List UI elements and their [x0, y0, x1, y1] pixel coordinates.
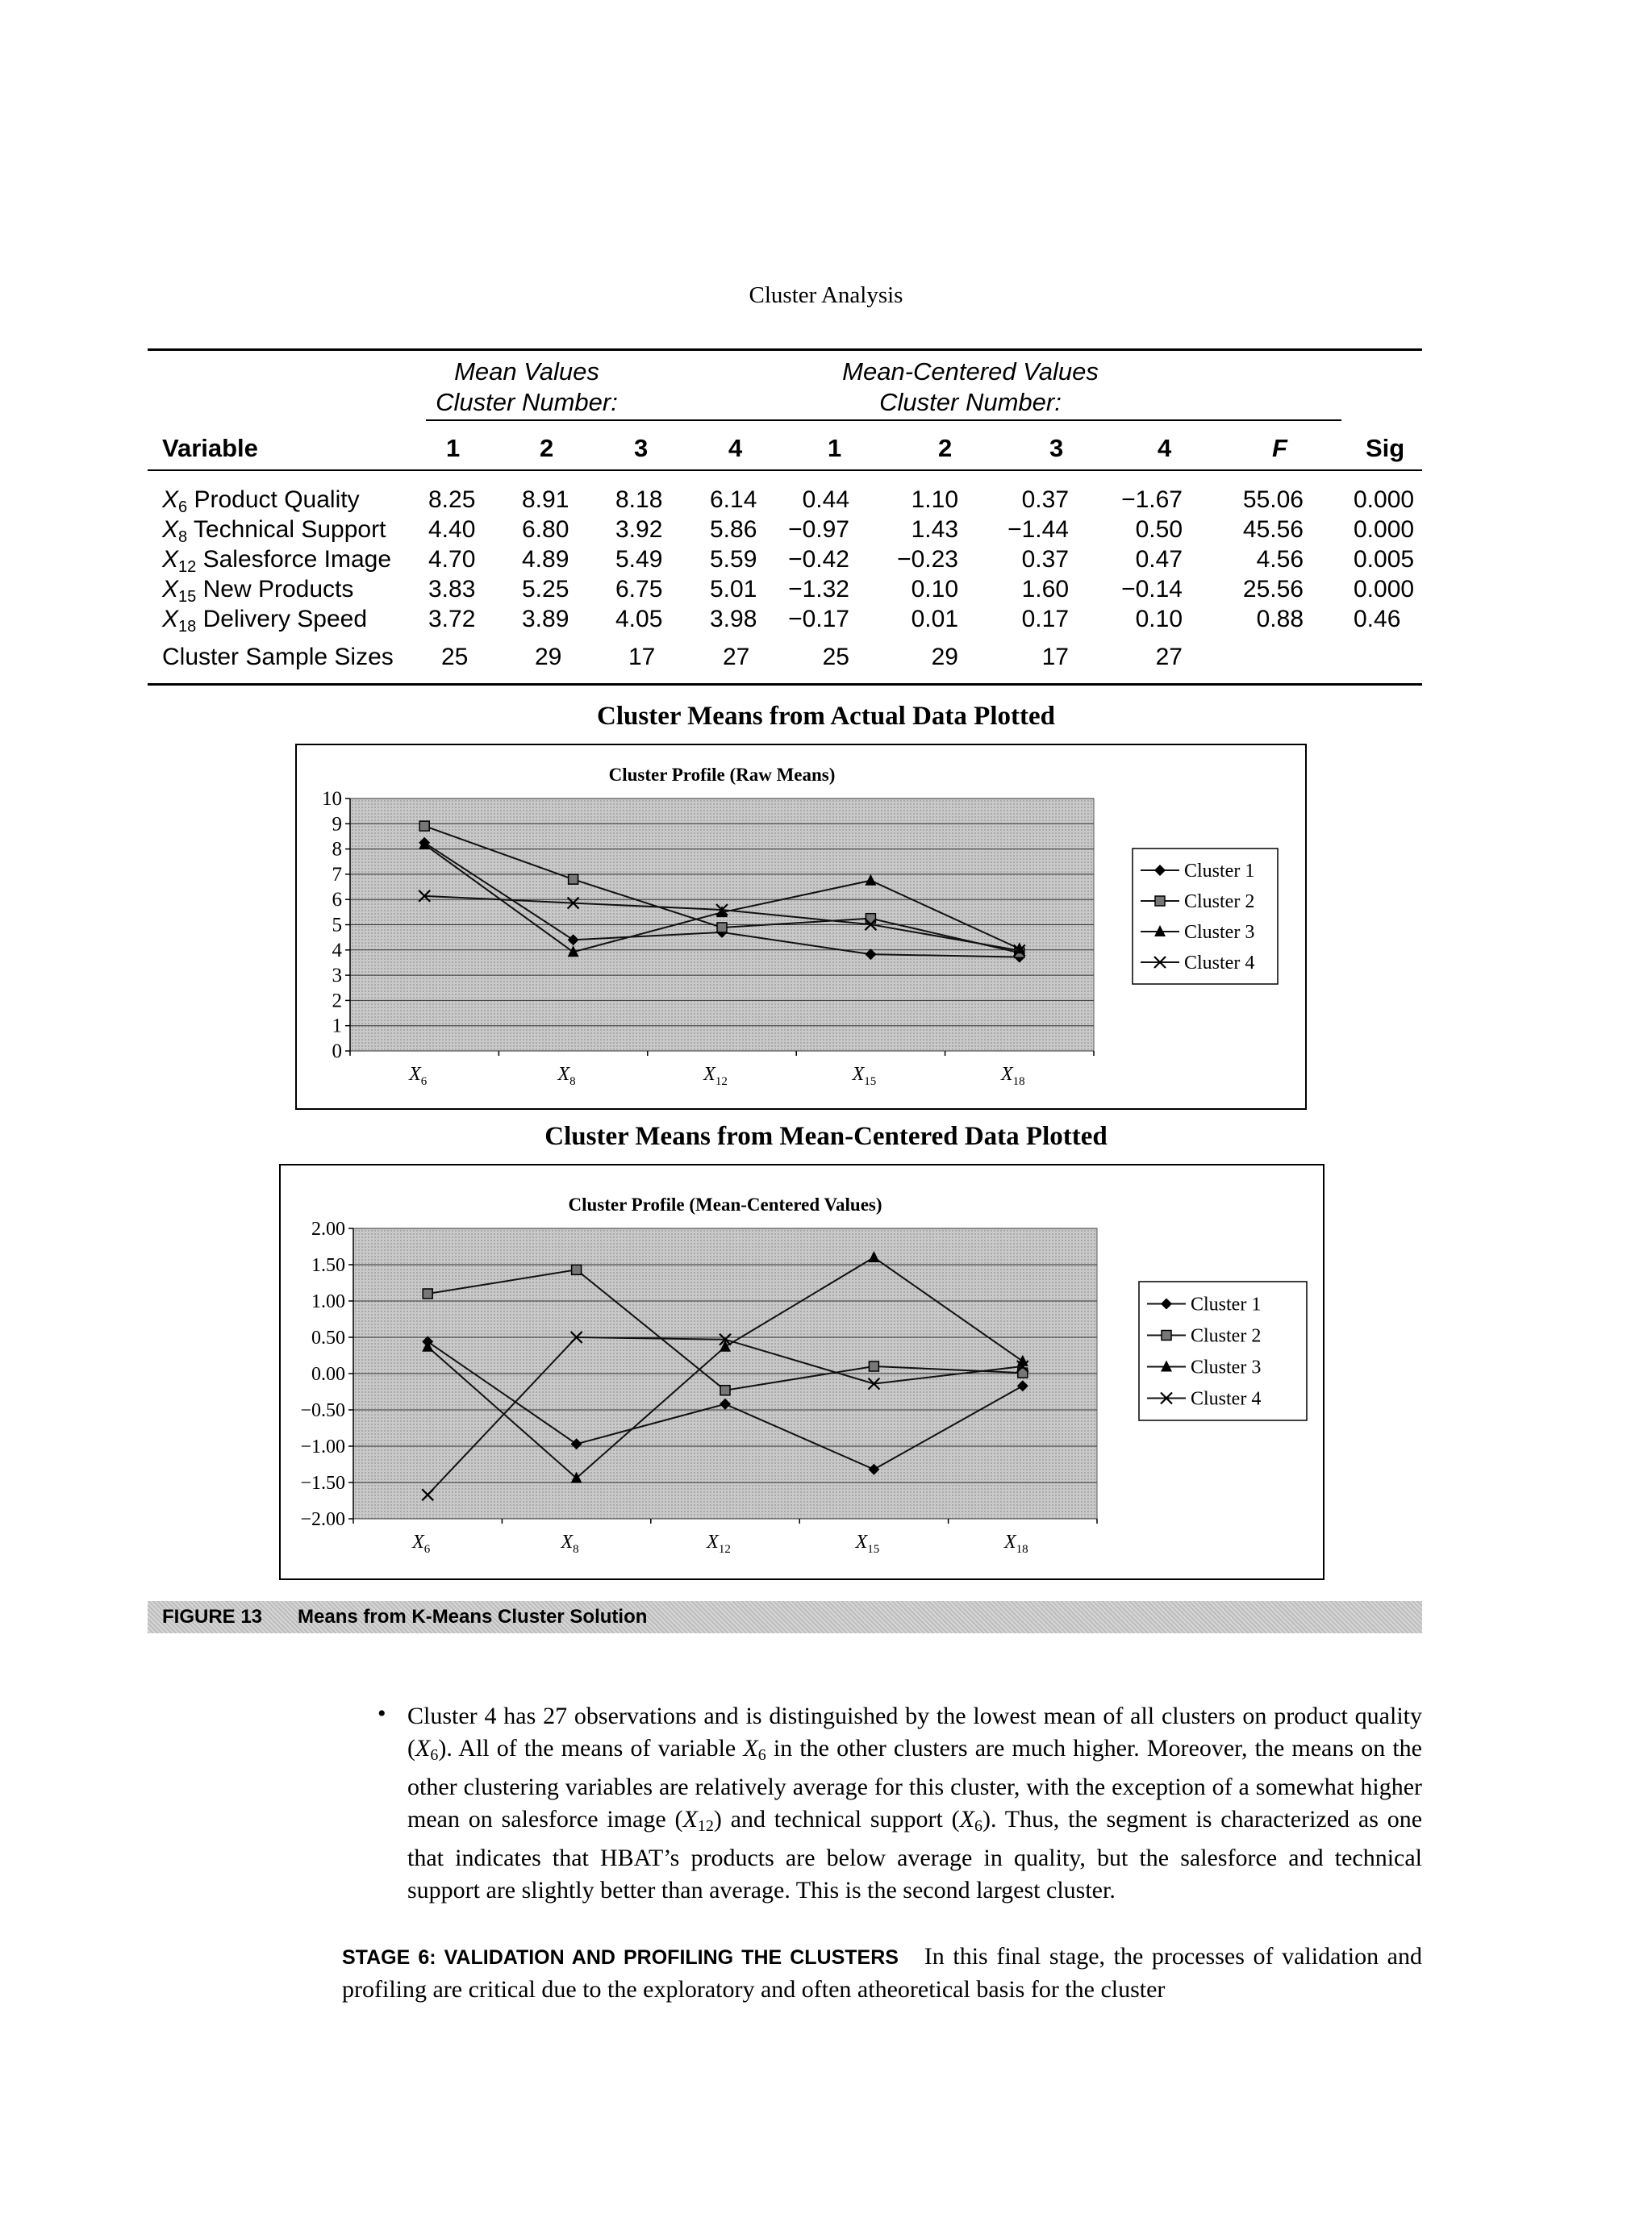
centered-value-cell: 0.01 [911, 606, 958, 632]
y-tick-label: 9 [332, 813, 342, 836]
header-rule [148, 469, 1422, 471]
y-tick-label: 10 [322, 788, 342, 810]
f-value-cell: 25.56 [1242, 576, 1304, 603]
mean-value-cell: 5.49 [615, 546, 663, 573]
chart2-heading: Cluster Means from Mean-Centered Data Plotted [544, 1122, 1108, 1151]
sample-size-cell: 17 [1041, 644, 1069, 670]
centered-value-cell: −1.32 [788, 576, 849, 603]
centered-value-cell: 1.60 [1021, 576, 1069, 603]
x-tick-label: $X_8$ [557, 1064, 576, 1088]
mean-value-cell: 6.80 [522, 516, 569, 543]
row-variable-label: $X_6$ Product Quality [162, 486, 360, 516]
y-tick-label: 0 [332, 1040, 342, 1062]
y-tick-label: 3 [332, 965, 342, 987]
sample-size-cell: 25 [441, 644, 469, 670]
centered-value-cell: 1.43 [911, 516, 958, 543]
col-mean-2: 2 [540, 434, 554, 462]
sig-value-cell: 0.005 [1354, 546, 1415, 573]
y-tick-label: 1.50 [311, 1255, 345, 1276]
mean-value-cell: 4.05 [615, 606, 663, 632]
y-tick-label: −0.50 [300, 1400, 345, 1421]
mean-value-cell: 3.83 [428, 576, 476, 603]
mean-value-cell: 5.01 [710, 576, 757, 603]
mean-value-cell: 8.91 [522, 486, 569, 513]
centered-value-cell: 0.10 [911, 576, 958, 603]
data-point [569, 874, 578, 884]
x-tick-label: $X_{12}$ [707, 1532, 731, 1556]
sig-value-cell: 0.000 [1354, 486, 1415, 513]
chart2-frame [279, 1164, 1325, 1580]
mean-values-title: Mean Values [454, 357, 599, 386]
x-tick-label: $X_6$ [409, 1064, 428, 1088]
mean-centered-chart [281, 1165, 1323, 1578]
y-tick-label: 2.00 [311, 1219, 345, 1240]
col-centered-2: 2 [938, 434, 953, 462]
legend-label: Cluster 1 [1191, 1294, 1262, 1316]
f-value-cell: 4.56 [1256, 546, 1304, 573]
running-head: Cluster Analysis [749, 282, 903, 308]
centered-value-cell: 0.47 [1135, 546, 1183, 573]
legend-label: Cluster 3 [1191, 1357, 1262, 1378]
centered-values-group-header [801, 357, 1140, 418]
data-point [717, 923, 727, 932]
data-point [720, 1386, 730, 1395]
mean-values-subtitle: Cluster Number: [436, 388, 618, 416]
mean-values-group-header [422, 357, 632, 418]
centered-value-cell: −1.67 [1121, 486, 1183, 513]
centered-value-cell: −0.17 [788, 606, 849, 632]
y-tick-label: 4 [332, 939, 342, 961]
y-tick-label: 8 [332, 838, 342, 861]
sig-value-cell: 0.000 [1354, 516, 1415, 543]
legend-label: Cluster 1 [1184, 861, 1255, 882]
mean-value-cell: 6.75 [615, 576, 663, 603]
centered-value-cell: 0.17 [1021, 606, 1069, 632]
mean-value-cell: 3.92 [615, 516, 663, 543]
col-f: F [1272, 434, 1287, 462]
x-tick-label: $X_8$ [561, 1532, 579, 1556]
sample-size-cell: 29 [931, 644, 958, 670]
chart1-heading: Cluster Means from Actual Data Plotted [597, 702, 1055, 731]
centered-values-title: Mean-Centered Values [842, 357, 1099, 386]
stage6-text: In this final stage, the processes of validation and profiling are critical due to the exploratory and often atheoretical basis for the cluster [342, 1943, 1422, 2003]
centered-value-cell: −0.14 [1121, 576, 1183, 603]
centered-value-cell: 0.50 [1135, 516, 1183, 543]
legend-label: Cluster 4 [1184, 953, 1255, 974]
x-tick-label: $X_{12}$ [703, 1064, 728, 1088]
figure-number: FIGURE 13 [162, 1606, 263, 1628]
table-top-rule [148, 348, 1422, 351]
chart1-frame [295, 744, 1307, 1110]
x-tick-label: $X_{18}$ [1003, 1532, 1028, 1556]
y-tick-label: 7 [332, 863, 342, 886]
f-value-cell: 45.56 [1242, 516, 1304, 543]
x-tick-label: $X_6$ [412, 1532, 431, 1556]
y-tick-label: 1.00 [311, 1291, 345, 1312]
row-variable-label: $X_{15}$ New Products [162, 576, 354, 606]
col-variable: Variable [162, 434, 258, 462]
legend-label: Cluster 2 [1184, 891, 1255, 912]
data-point [419, 821, 429, 831]
y-tick-label: −1.50 [300, 1473, 345, 1494]
col-centered-3: 3 [1049, 434, 1064, 462]
figure-caption-bar [148, 1601, 1422, 1633]
col-centered-1: 1 [828, 434, 842, 462]
y-tick-label: 2 [332, 990, 342, 1012]
data-point [869, 1361, 878, 1371]
row-variable-label: $X_8$ Technical Support [162, 516, 386, 546]
centered-value-cell: 0.10 [1135, 606, 1183, 632]
row-variable-label: $X_{18}$ Delivery Speed [162, 606, 368, 636]
stage6-paragraph [342, 1941, 1422, 2006]
legend-label: Cluster 2 [1191, 1325, 1262, 1347]
sig-value-cell: 0.000 [1354, 576, 1415, 603]
raw-means-chart [297, 745, 1305, 1108]
figure-caption: Means from K-Means Cluster Solution [298, 1606, 648, 1628]
centered-value-cell: 0.44 [802, 486, 849, 513]
sample-size-cell: 27 [723, 644, 750, 670]
y-tick-label: 1 [332, 1015, 342, 1037]
y-tick-label: 5 [332, 914, 342, 936]
sig-value-cell: 0.46 [1354, 606, 1401, 632]
mean-value-cell: 5.25 [522, 576, 569, 603]
y-tick-label: 0.50 [311, 1328, 345, 1349]
mean-value-cell: 5.59 [710, 546, 757, 573]
mean-value-cell: 4.89 [522, 546, 569, 573]
centered-value-cell: −0.23 [897, 546, 958, 573]
y-tick-label: 0.00 [311, 1364, 345, 1385]
x-tick-label: $X_{15}$ [855, 1532, 880, 1556]
bullet-dot: • [378, 1700, 386, 1727]
stage6-heading: STAGE 6: VALIDATION AND PROFILING THE CLUSTERS [342, 1946, 899, 1969]
legend-label: Cluster 3 [1184, 922, 1255, 943]
sample-size-cell: 25 [822, 644, 849, 670]
centered-values-subtitle: Cluster Number: [879, 388, 1062, 416]
chart-title: Cluster Profile (Raw Means) [608, 765, 836, 785]
col-mean-3: 3 [634, 434, 649, 462]
col-centered-4: 4 [1158, 434, 1172, 462]
centered-value-cell: 1.10 [911, 486, 958, 513]
mean-value-cell: 4.40 [428, 516, 476, 543]
table-bottom-rule [148, 683, 1422, 686]
bullet-paragraph: Cluster 4 has 27 observations and is distinguished by the lowest mean of all clusters on product quality $(X_6)$. All of the means of variable $X_6$ in the other clusters are much higher. Moreover, the means on the other clustering variables are relatively average for this cluster, with the exception of a somewhat higher mean on salesforce image $(X_{12})$ and technical support $(X_6)$. Thus, the segment is characterized as one that indicates that HBAT’s products are below average in quality, but the salesforce and technical support are slightly better than average. This is the second largest cluster. [407, 1703, 1423, 1904]
mean-value-cell: 3.72 [428, 606, 476, 632]
col-mean-4: 4 [728, 434, 743, 462]
mean-value-cell: 3.98 [710, 606, 757, 632]
centered-value-cell: −1.44 [1007, 516, 1069, 543]
mean-value-cell: 8.18 [615, 486, 663, 513]
col-mean-1: 1 [446, 434, 461, 462]
legend-label: Cluster 4 [1191, 1388, 1262, 1410]
data-point [423, 1289, 432, 1299]
centered-values-rule [805, 419, 1341, 421]
f-value-cell: 0.88 [1256, 606, 1304, 632]
centered-value-cell: −0.97 [788, 516, 849, 543]
x-tick-label: $X_{15}$ [852, 1064, 877, 1088]
data-point [572, 1265, 582, 1274]
col-sig: Sig [1366, 434, 1405, 462]
sample-size-cell: 29 [535, 644, 562, 670]
sample-size-label: Cluster Sample Sizes [162, 644, 394, 670]
sample-size-cell: 27 [1155, 644, 1183, 670]
centered-value-cell: 0.37 [1021, 546, 1069, 573]
mean-value-cell: 6.14 [710, 486, 757, 513]
chart-title: Cluster Profile (Mean-Centered Values) [568, 1195, 882, 1215]
centered-value-cell: 0.37 [1021, 486, 1069, 513]
row-variable-label: $X_{12}$ Salesforce Image [162, 546, 392, 576]
sample-size-cell: 17 [628, 644, 656, 670]
legend-marker [1155, 896, 1165, 906]
x-tick-label: $X_{18}$ [1000, 1064, 1025, 1088]
centered-value-cell: −0.42 [788, 546, 849, 573]
mean-value-cell: 5.86 [710, 516, 757, 543]
f-value-cell: 55.06 [1242, 486, 1304, 513]
y-tick-label: −2.00 [300, 1509, 345, 1530]
y-tick-label: 6 [332, 889, 342, 911]
mean-value-cell: 3.89 [522, 606, 569, 632]
y-tick-label: −1.00 [300, 1436, 345, 1457]
mean-value-cell: 4.70 [428, 546, 476, 573]
mean-value-cell: 8.25 [428, 486, 476, 513]
legend-marker [1162, 1331, 1171, 1341]
